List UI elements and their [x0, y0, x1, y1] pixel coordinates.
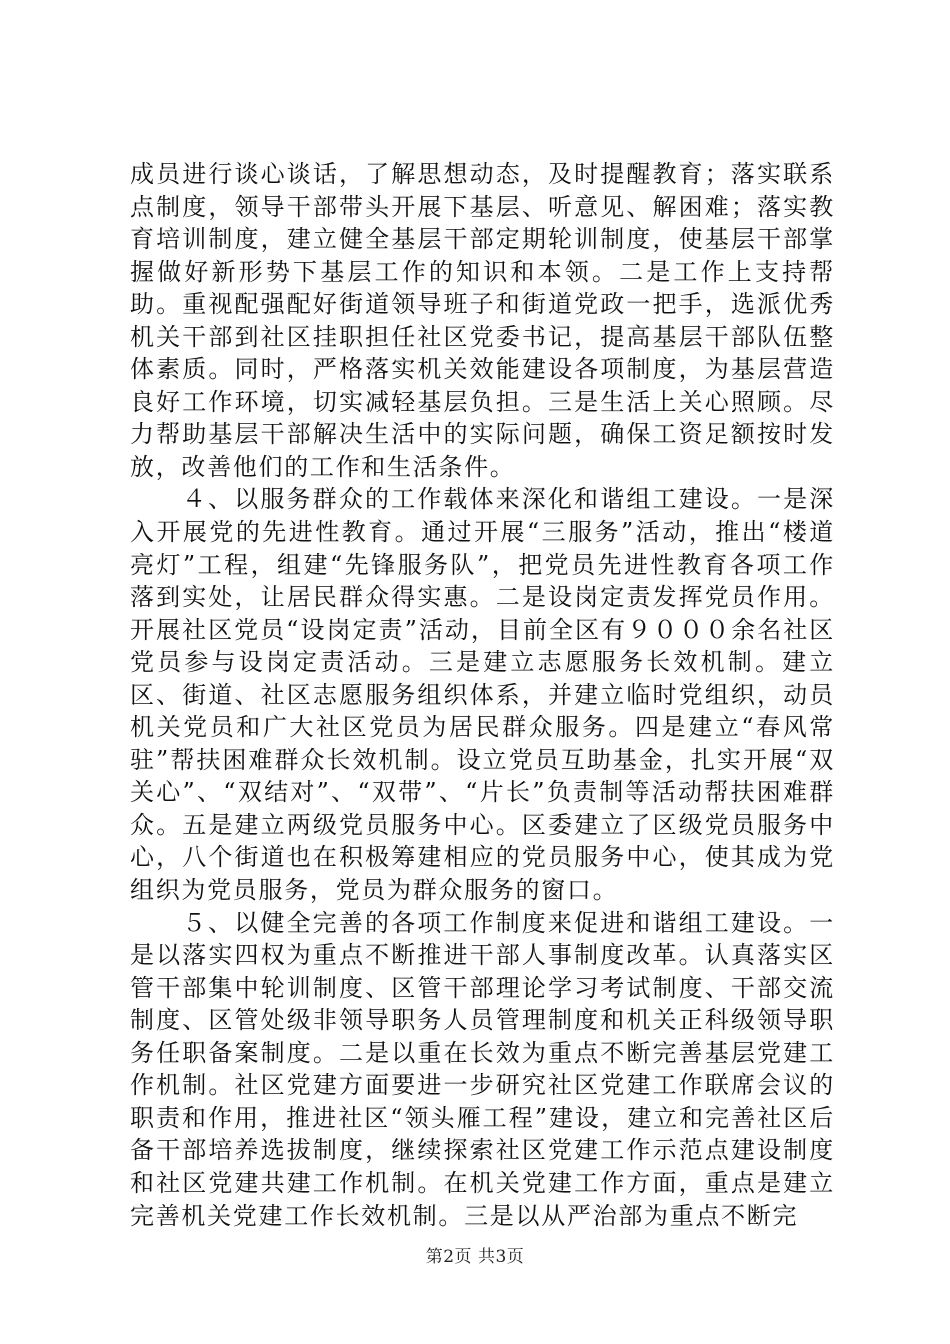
document-body — [130, 158, 835, 1232]
paragraph-2: ４、以服务群众的工作载体来深化和谐组工建设。一是深入开展党的先进性教育。通过开展“三服务”活动，推出“楼道亮灯”工程，组建“先锋服务队”，把党员先进性教育各项工作落到实处，让居民群众得实惠。二是设岗定责发挥党员作用。开展社区党员“设岗定责”活动，目前全区有９０００余名社区党员参与设岗定责活动。三是建立志愿服务长效机制。建立区、街道、社区志愿服务组织体系，并建立临时党组织，动员机关党员和广大社区党员为居民群众服务。四是建立“春风常驻”帮扶困难群众长效机制。设立党员互助基金，扎实开展“双关心”、“双结对”、“双带”、“片长”负责制等活动帮扶困难群众。五是建立两级党员服务中心。区委建立了区级党员服务中心，八个街道也在积极筹建相应的党员服务中心，使其成为党组织为党员服务，党员为群众服务的窗口。 — [130, 485, 835, 905]
page-number: 第2页 共3页 — [425, 1247, 525, 1267]
paragraph-1: 成员进行谈心谈话，了解思想动态，及时提醒教育；落实联系点制度，领导干部带头开展下基层、听意见、解困难；落实教育培训制度，建立健全基层干部定期轮训制度，使基层干部掌握做好新形势下基层工作的知识和本领。二是工作上支持帮助。重视配强配好街道领导班子和街道党政一把手，选派优秀机关干部到社区挂职担任社区党委书记，提高基层干部队伍整体素质。同时，严格落实机关效能建设各项制度，为基层营造良好工作环境，切实减轻基层负担。三是生活上关心照顾。尽力帮助基层干部解决生活中的实际问题，确保工资足额按时发放，改善他们的工作和生活条件。 — [130, 160, 835, 481]
paragraph-3: ５、以健全完善的各项工作制度来促进和谐组工建设。一是以落实四权为重点不断推进干部人事制度改革。认真落实区管干部集中轮训制度、区管干部理论学习考试制度、干部交流制度、区管处级非领导职务人员管理制度和机关正科级领导职务任职备案制度。二是以重在长效为重点不断完善基层党建工作机制。社区党建方面要进一步研究社区党建工作联席会议的职责和作用，推进社区“领头雁工程”建设，建立和完善社区后备干部培养选拔制度，继续探索社区党建工作示范点建设制度和社区党建共建工作机制。在机关党建工作方面，重点是建立完善机关党建工作长效机制。三是以从严治部为重点不断完 — [130, 908, 835, 1230]
